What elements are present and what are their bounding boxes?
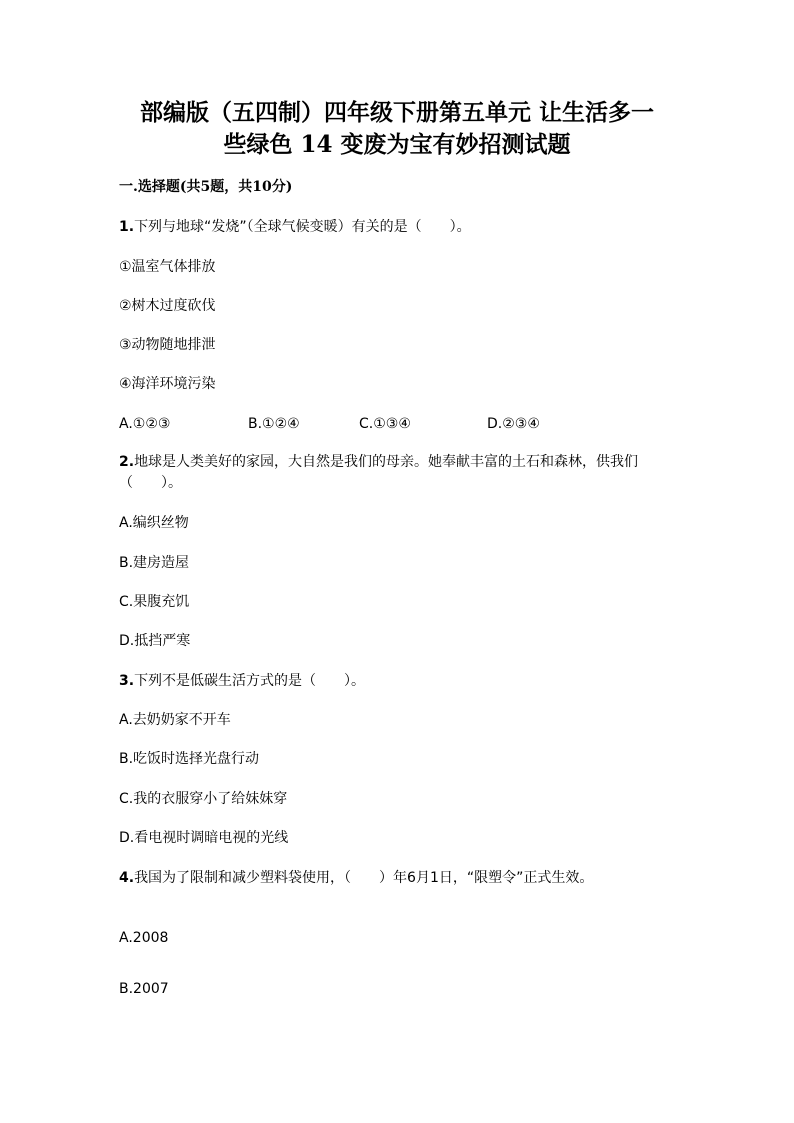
question-4-option-a[interactable]: A.2008: [119, 930, 169, 946]
document-title-line-2: 些绿色 14 变废为宝有妙招测试题: [223, 131, 571, 158]
question-2-option-d[interactable]: D.抵挡严寒: [119, 633, 191, 649]
question-2-option-a[interactable]: A.编织丝物: [119, 515, 189, 531]
question-1-option-c[interactable]: C.①③④: [359, 416, 411, 432]
question-3-text: 下列不是低碳生活方式的是（ ）。: [134, 673, 366, 689]
question-4-stem: [119, 868, 689, 889]
question-1-option-d[interactable]: D.②③④: [487, 416, 540, 432]
question-4-text: 我国为了限制和减少塑料袋使用，（ ）年6月1日，“限塑令”正式生效。: [134, 870, 594, 886]
question-3-stem: [119, 671, 365, 691]
question-1-statement-4: ④海洋环境污染: [119, 376, 216, 392]
question-1-stem: [119, 217, 471, 237]
question-1-option-a[interactable]: A.①②③: [119, 416, 171, 432]
question-1-statement-3: ③动物随地排泄: [119, 337, 216, 353]
question-3-option-b[interactable]: B.吃饭时选择光盘行动: [119, 751, 260, 767]
question-1-statement-1: ①温室气体排放: [119, 259, 216, 275]
question-4-option-b[interactable]: B.2007: [119, 981, 169, 997]
question-1-text: 下列与地球“发烧”（全球气候变暖）有关的是（ ）。: [134, 219, 471, 235]
question-2-text: 地球是人类美好的家园，大自然是我们的母亲。她奉献丰富的土石和森林，供我们（ ）。: [119, 454, 639, 491]
question-3-option-c[interactable]: C.我的衣服穿小了给妹妹穿: [119, 791, 288, 807]
question-1-statement-2: ②树木过度砍伐: [119, 298, 216, 314]
question-3-number: 3.: [119, 673, 135, 689]
section-heading: 一.选择题(共5题，共10分): [119, 179, 293, 195]
question-2-option-b[interactable]: B.建房造屋: [119, 555, 190, 571]
question-2-number: 2.: [119, 454, 135, 470]
question-3-option-a[interactable]: A.去奶奶家不开车: [119, 712, 231, 728]
question-3-option-d[interactable]: D.看电视时调暗电视的光线: [119, 830, 289, 846]
question-2-stem: [119, 452, 689, 494]
question-1-number: 1.: [119, 219, 135, 235]
question-2-option-c[interactable]: C.果腹充饥: [119, 594, 190, 610]
question-4-number: 4.: [119, 870, 135, 886]
question-1-option-b[interactable]: B.①②④: [248, 416, 300, 432]
document-title-line-1: 部编版（五四制）四年级下册第五单元 让生活多一: [139, 99, 654, 126]
